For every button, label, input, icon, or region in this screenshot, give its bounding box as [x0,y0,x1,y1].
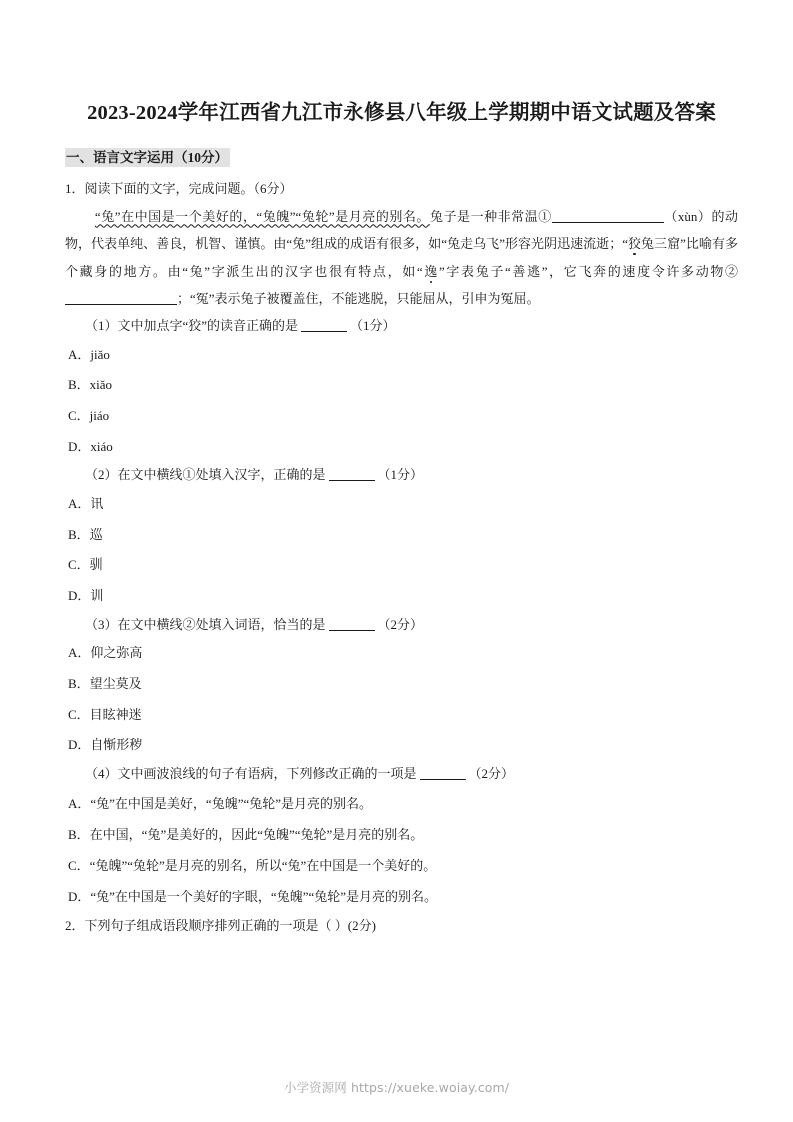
question-1-passage [65,203,738,313]
passage-blank-1[interactable] [552,222,664,223]
sub-question-1-stem [65,313,738,340]
sub-question-4-text: （4）文中画波浪线的句子有语病，下列修改正确的一项是 [85,766,417,782]
sub-question-3-text: （3）在文中横线②处填入词语，恰当的是 [85,616,326,632]
option-item[interactable]: C．目眩神迷 [68,706,142,722]
option-item[interactable]: D．训 [68,588,104,604]
footer-watermark: 小学资源网 https://xueke.woiay.com/ [283,1080,510,1095]
option-item[interactable]: A．仰之弥高 [68,645,143,661]
question-1-stem: 1．阅读下面的文字，完成问题。（6分） [65,180,293,196]
option-item[interactable]: A．“兔”在中国是美好，“兔魄”“兔轮”是月亮的别名。 [68,795,373,811]
passage-segment-4: 兔三窟”比喻有多个藏身的地方。由“兔”字派生出的汉字也很有特点，如“ [65,236,738,279]
passage-segment-2: 兔子是一种非常温① [429,208,552,224]
sub-question-2-answer-blank[interactable] [329,480,375,481]
option-item[interactable]: B．xiǎo [68,377,113,393]
emphasis-char-yi: 逸 [422,263,439,279]
emphasis-char-jiao: 狡 [627,236,642,252]
passage-segment-6: ；“冤”表示兔子被覆盖住，不能逃脱，只能屈从，引申为冤屈。 [177,291,540,307]
sub-question-4-answer-blank[interactable] [420,779,466,780]
sub-question-3-answer-blank[interactable] [329,630,375,631]
option-item[interactable]: D．“兔”在中国是一个美好的字眼，“兔魄”“兔轮”是月亮的别名。 [68,889,438,905]
option-item[interactable]: C．“兔魄”“兔轮”是月亮的别名，所以“兔”在中国是一个美好的。 [68,858,437,874]
question-2-stem: 2．下列句子组成语段顺序排列正确的一项是（ ）(2分) [65,917,376,933]
option-item[interactable]: C．驯 [68,557,103,573]
sub-question-1-points: （1分） [350,317,396,333]
page-title: 2023-2024学年江西省九江市永修县八年级上学期期中语文试题及答案 [87,102,716,124]
option-item[interactable]: A．讯 [68,496,104,512]
sub-question-4-stem [65,761,738,788]
sub-question-1-answer-blank[interactable] [301,331,347,332]
section-heading [65,147,738,169]
sub-question-1-text: （1）文中加点字“狡”的读音正确的是 [85,317,299,333]
option-item[interactable]: B．巡 [68,526,103,542]
passage-segment-5: ”字表兔子“善逃”，它飞奔的速度令许多动物② [438,263,738,279]
sub-question-4-points: （2分） [468,766,515,782]
sub-question-2-text: （2）在文中横线①处填入汉字，正确的是 [85,467,326,483]
option-item[interactable]: D．xiáo [68,438,113,454]
passage-blank-2[interactable] [65,304,177,305]
sub-question-2-stem [65,462,738,489]
option-item[interactable]: C．jiáo [68,407,110,423]
passage-wavy-sentence: “兔”在中国是一个美好的，“兔魄”“兔轮”是月亮的别名。 [94,208,430,224]
sub-question-3-stem [65,612,738,639]
option-item[interactable]: B．望尘莫及 [68,676,142,692]
option-item[interactable]: A．jiǎo [68,346,110,362]
section-heading-text: 一、语言文字运用（10分） [66,150,228,166]
passage-segment-3: 的动物，代表单纯、善良，机智、谨慎。由“兔”组成的成语有很多，如“兔走乌飞”形容光阴迅速流逝；“ [65,208,738,252]
option-item[interactable]: D．自惭形秽 [68,737,143,753]
sub-question-2-points: （1分） [377,467,424,483]
option-item[interactable]: B．在中国，“兔”是美好的，因此“兔魄”“兔轮”是月亮的别名。 [68,827,424,843]
passage-pinyin-1: （xùn） [663,208,712,224]
sub-question-3-points: （2分） [377,616,424,632]
